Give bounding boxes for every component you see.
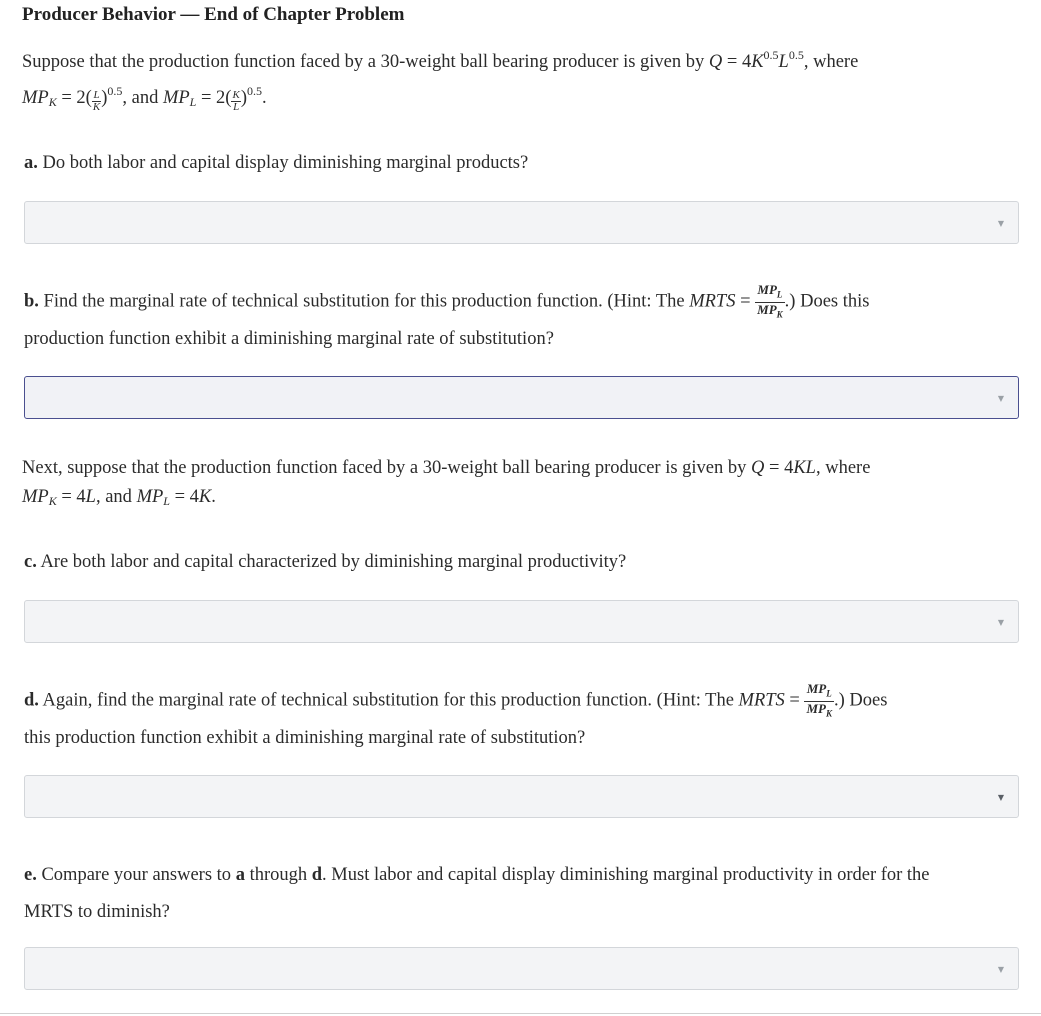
- bottom-divider: [0, 1013, 1041, 1014]
- chevron-down-icon: ▼: [997, 394, 1004, 403]
- page-title: Producer Behavior — End of Chapter Problem: [22, 4, 405, 25]
- intro-paragraph-1: Suppose that the production function faced by a 30-weight ball bearing producer is given by $Q = 4K^{0.5}L^{0.5}$, where $MP_K = 2$( $\frac{L}{K}$ )$^{0.5}$, and $MP_L = 2$( $\frac{K}{L}$ )$^{0.5}$.: [22, 48, 859, 113]
- chevron-down-icon: ▼: [997, 793, 1004, 802]
- answer-d-dropdown[interactable]: [24, 775, 1019, 818]
- answer-b-dropdown[interactable]: [24, 376, 1019, 419]
- question-c: c. Are both labor and capital characterized by diminishing marginal productivity?: [24, 552, 627, 572]
- intro-paragraph-2: Next, suppose that the production function faced by a 30-weight ball bearing producer is given by Q = 4KL, where $MP_K = 4L$, and $MP_L = 4K$.: [22, 458, 871, 508]
- question-e: e. Compare your answers to a through d. Must labor and capital display diminishing marginal productivity in order for the MRTS to diminish?: [24, 865, 930, 922]
- answer-a-dropdown[interactable]: [24, 201, 1019, 244]
- chevron-down-icon: ▼: [997, 965, 1004, 974]
- question-d: d. Again, find the marginal rate of technical substitution for this production function. (Hint: The MRTS = $\frac{MP_L}{MP_K}$ .) Does this production function exhibit a diminishing marginal rate of substitution?: [24, 681, 888, 749]
- answer-c-dropdown[interactable]: [24, 600, 1019, 643]
- question-b: b. Find the marginal rate of technical substitution for this production function. (Hint: The MRTS = $\frac{MP_L}{MP_K}$ .) Does this production function exhibit a diminishing marginal rate of substitution?: [24, 282, 870, 350]
- answer-e-dropdown[interactable]: [24, 947, 1019, 990]
- chevron-down-icon: ▼: [997, 618, 1004, 627]
- question-a: a. Do both labor and capital display diminishing marginal products?: [24, 153, 529, 173]
- chevron-down-icon: ▼: [997, 219, 1004, 228]
